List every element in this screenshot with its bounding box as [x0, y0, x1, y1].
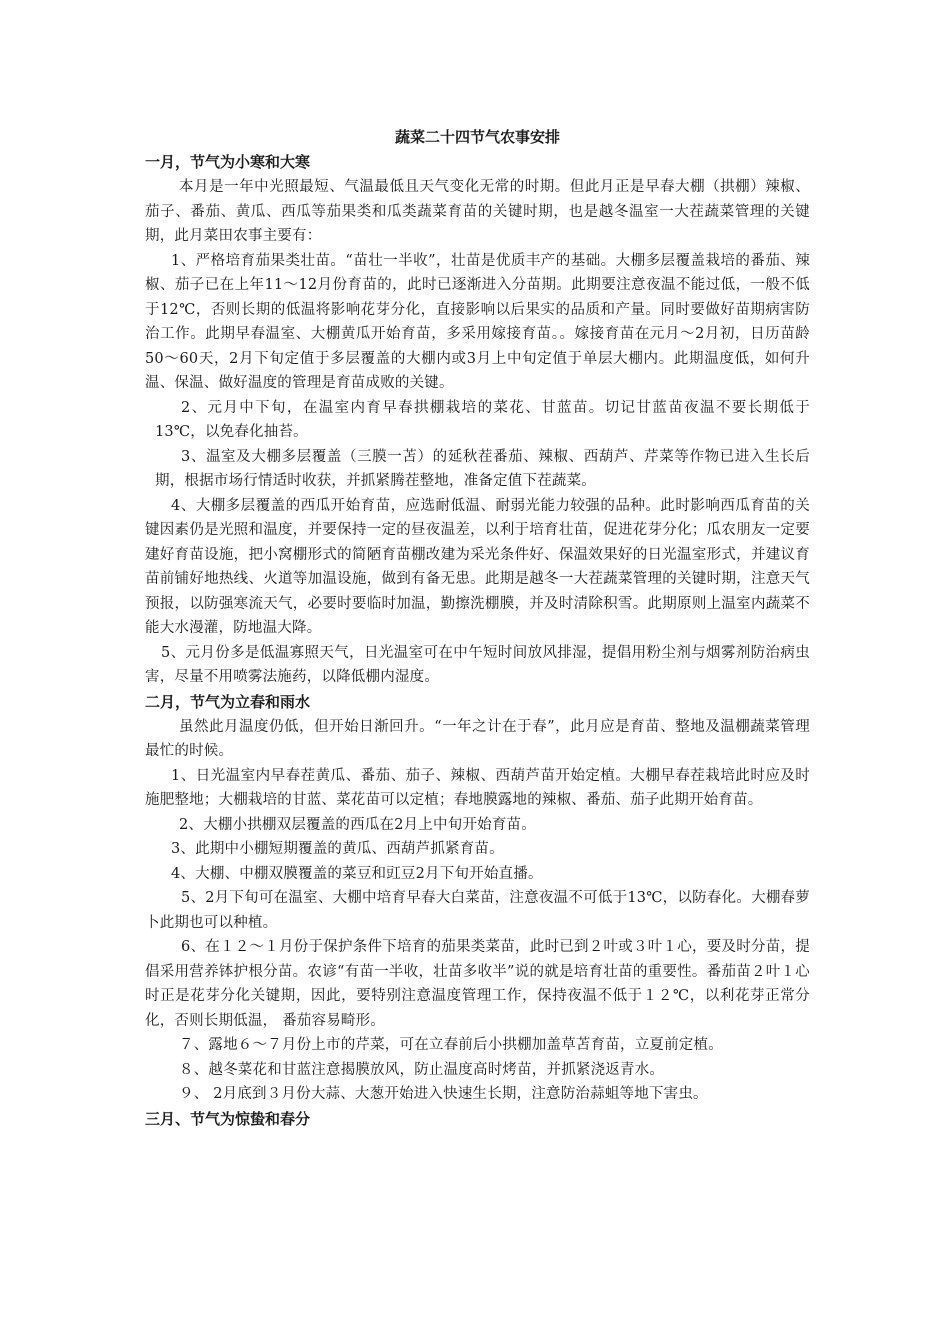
paragraph-january-item-5: 5、元月份多是低温寡照天气，日光温室可在中午短时间放风排湿，提倡用粉尘剂与烟雾剂防治病虫害，尽量不用喷雾法施药，以降低棚内湿度。: [145, 644, 810, 685]
paragraph-january-item-3: 3、温室及大棚多层覆盖（三膜一苫）的延秋茬番茄、辣椒、西葫芦、芹菜等作物已进入生长后期，根据市场行情适时收获，并抓紧腾茬整地，准备定值下茬蔬菜。: [155, 448, 810, 489]
paragraph-february-intro: 虽然此月温度仍低，但开始日渐回升。“一年之计在于春”，此月应是育苗、整地及温棚蔬菜管理最忙的时候。: [145, 718, 810, 759]
document-title: 蔬菜二十四节气农事安排: [394, 128, 560, 146]
paragraph-february-item-2: 2、大棚小拱棚双层覆盖的西瓜在2月上中旬开始育苗。: [179, 816, 536, 833]
paragraph-february-item-3: 3、此期中小棚短期覆盖的黄瓜、西葫芦抓紧育苗。: [171, 841, 504, 857]
paragraph-february-item-1: 1、日光温室内早春茬黄瓜、番茄、茄子、辣椒、西葫芦苗开始定植。大棚早春茬栽培此时应及时施肥整地；大棚栽培的甘蓝、菜花苗可以定植；春地膜露地的辣椒、番茄、茄子此期开始育苗。: [145, 767, 810, 808]
paragraph-february-item-5: 5、2月下旬可在温室、大棚中培育早春大白菜苗，注意夜温不可低于13℃，以防春化。大棚春萝卜此期也可以种植。: [145, 890, 810, 931]
paragraph-january-item-1: 1、严格培育茄果类壮苗。“苗壮一半收”，壮苗是优质丰产的基础。大棚多层覆盖栽培的番茄、辣椒、茄子已在上年11～12月份育苗的，此时已逐渐进入分苗期。此期要注意夜温不能过低，一般不低于12℃，否则长期的低温将影响花芽分化，直接影响以后果实的品质和产量。同时要做好苗期病害防治工作。此期早春温室、大棚黄瓜开始育苗，多采用嫁接育苗。。嫁接育苗在元月～2月初，日历苗龄50～60天，2月下旬定值于多层覆盖的大棚内或3月上中旬定值于单层大棚内。此期温度低，如何升温、保温、做好温度的管理是育苗成败的关键。: [145, 252, 810, 391]
paragraph-february-item-6: 6、在１２～１月份于保护条件下培育的茄果类菜苗，此时已到２叶或３叶１心，要及时分苗，提倡采用营养钵护根分苗。农谚“有苗一半收，壮苗多收半”说的就是培育壮苗的重要性。番茄苗２叶１心时正是花芽分化关键期，因此，要特别注意温度管理工作，保持夜温不低于１２℃，以利花芽正常分化，否则长期低温， 番茄容易畸形。: [145, 939, 810, 1029]
paragraph-february-item-7: ７、露地６～７月份上市的芹菜，可在立春前后小拱棚加盖草苫育苗，立夏前定植。: [179, 1037, 723, 1053]
paragraph-january-item-4: 4、大棚多层覆盖的西瓜开始育苗，应选耐低温、耐弱光能力较强的品种。此时影响西瓜育苗的关键因素仍是光照和温度，并要保持一定的昼夜温差，以利于培育壮苗，促进花芽分化；瓜农朋友一定要建好育苗设施，把小窝棚形式的简陋育苗棚改建为采光条件好、保温效果好的日光温室形式，并建议育苗前铺好地热线、火道等加温设施，做到有备无患。此期是越冬一大茬蔬菜管理的关键时期，注意天气预报，以防强寒流天气，必要时要临时加温，勤擦洗棚膜，并及时清除积雪。此期原则上温室内蔬菜不能大水漫灌，防地温大降。: [145, 497, 810, 636]
paragraph-january-intro: 本月是一年中光照最短、气温最低且天气变化无常的时期。但此月正是早春大棚（拱棚）辣椒、茄子、番茄、黄瓜、西瓜等茄果类和瓜类蔬菜育苗的关键时期，也是越冬温室一大茬蔬菜管理的关键期，此月菜田农事主要有：: [145, 179, 810, 244]
document-page: [145, 124, 810, 1132]
paragraph-february-item-4: 4、大棚、中棚双膜覆盖的菜豆和豇豆2月下旬开始直播。: [171, 865, 543, 882]
section-heading-february: 二月，节气为立春和雨水: [145, 692, 311, 711]
section-heading-march: 三月、节气为惊蛰和春分: [145, 1109, 311, 1128]
paragraph-february-item-8: ８、越冬菜花和甘蓝注意揭膜放风，防止温度高时烤苗，并抓紧浇返青水。: [179, 1061, 665, 1078]
section-heading-january: 一月，节气为小寒和大寒: [145, 153, 311, 171]
paragraph-february-item-9: ９、 2月底到３月份大蒜、大葱开始进入快速生长期，注意防治蒜蛆等地下害虫。: [179, 1086, 708, 1102]
paragraph-january-item-2: 2、元月中下旬，在温室内育早春拱棚栽培的菜花、甘蓝苗。切记甘蓝苗夜温不要长期低于13℃，以免春化抽苔。: [155, 399, 810, 440]
